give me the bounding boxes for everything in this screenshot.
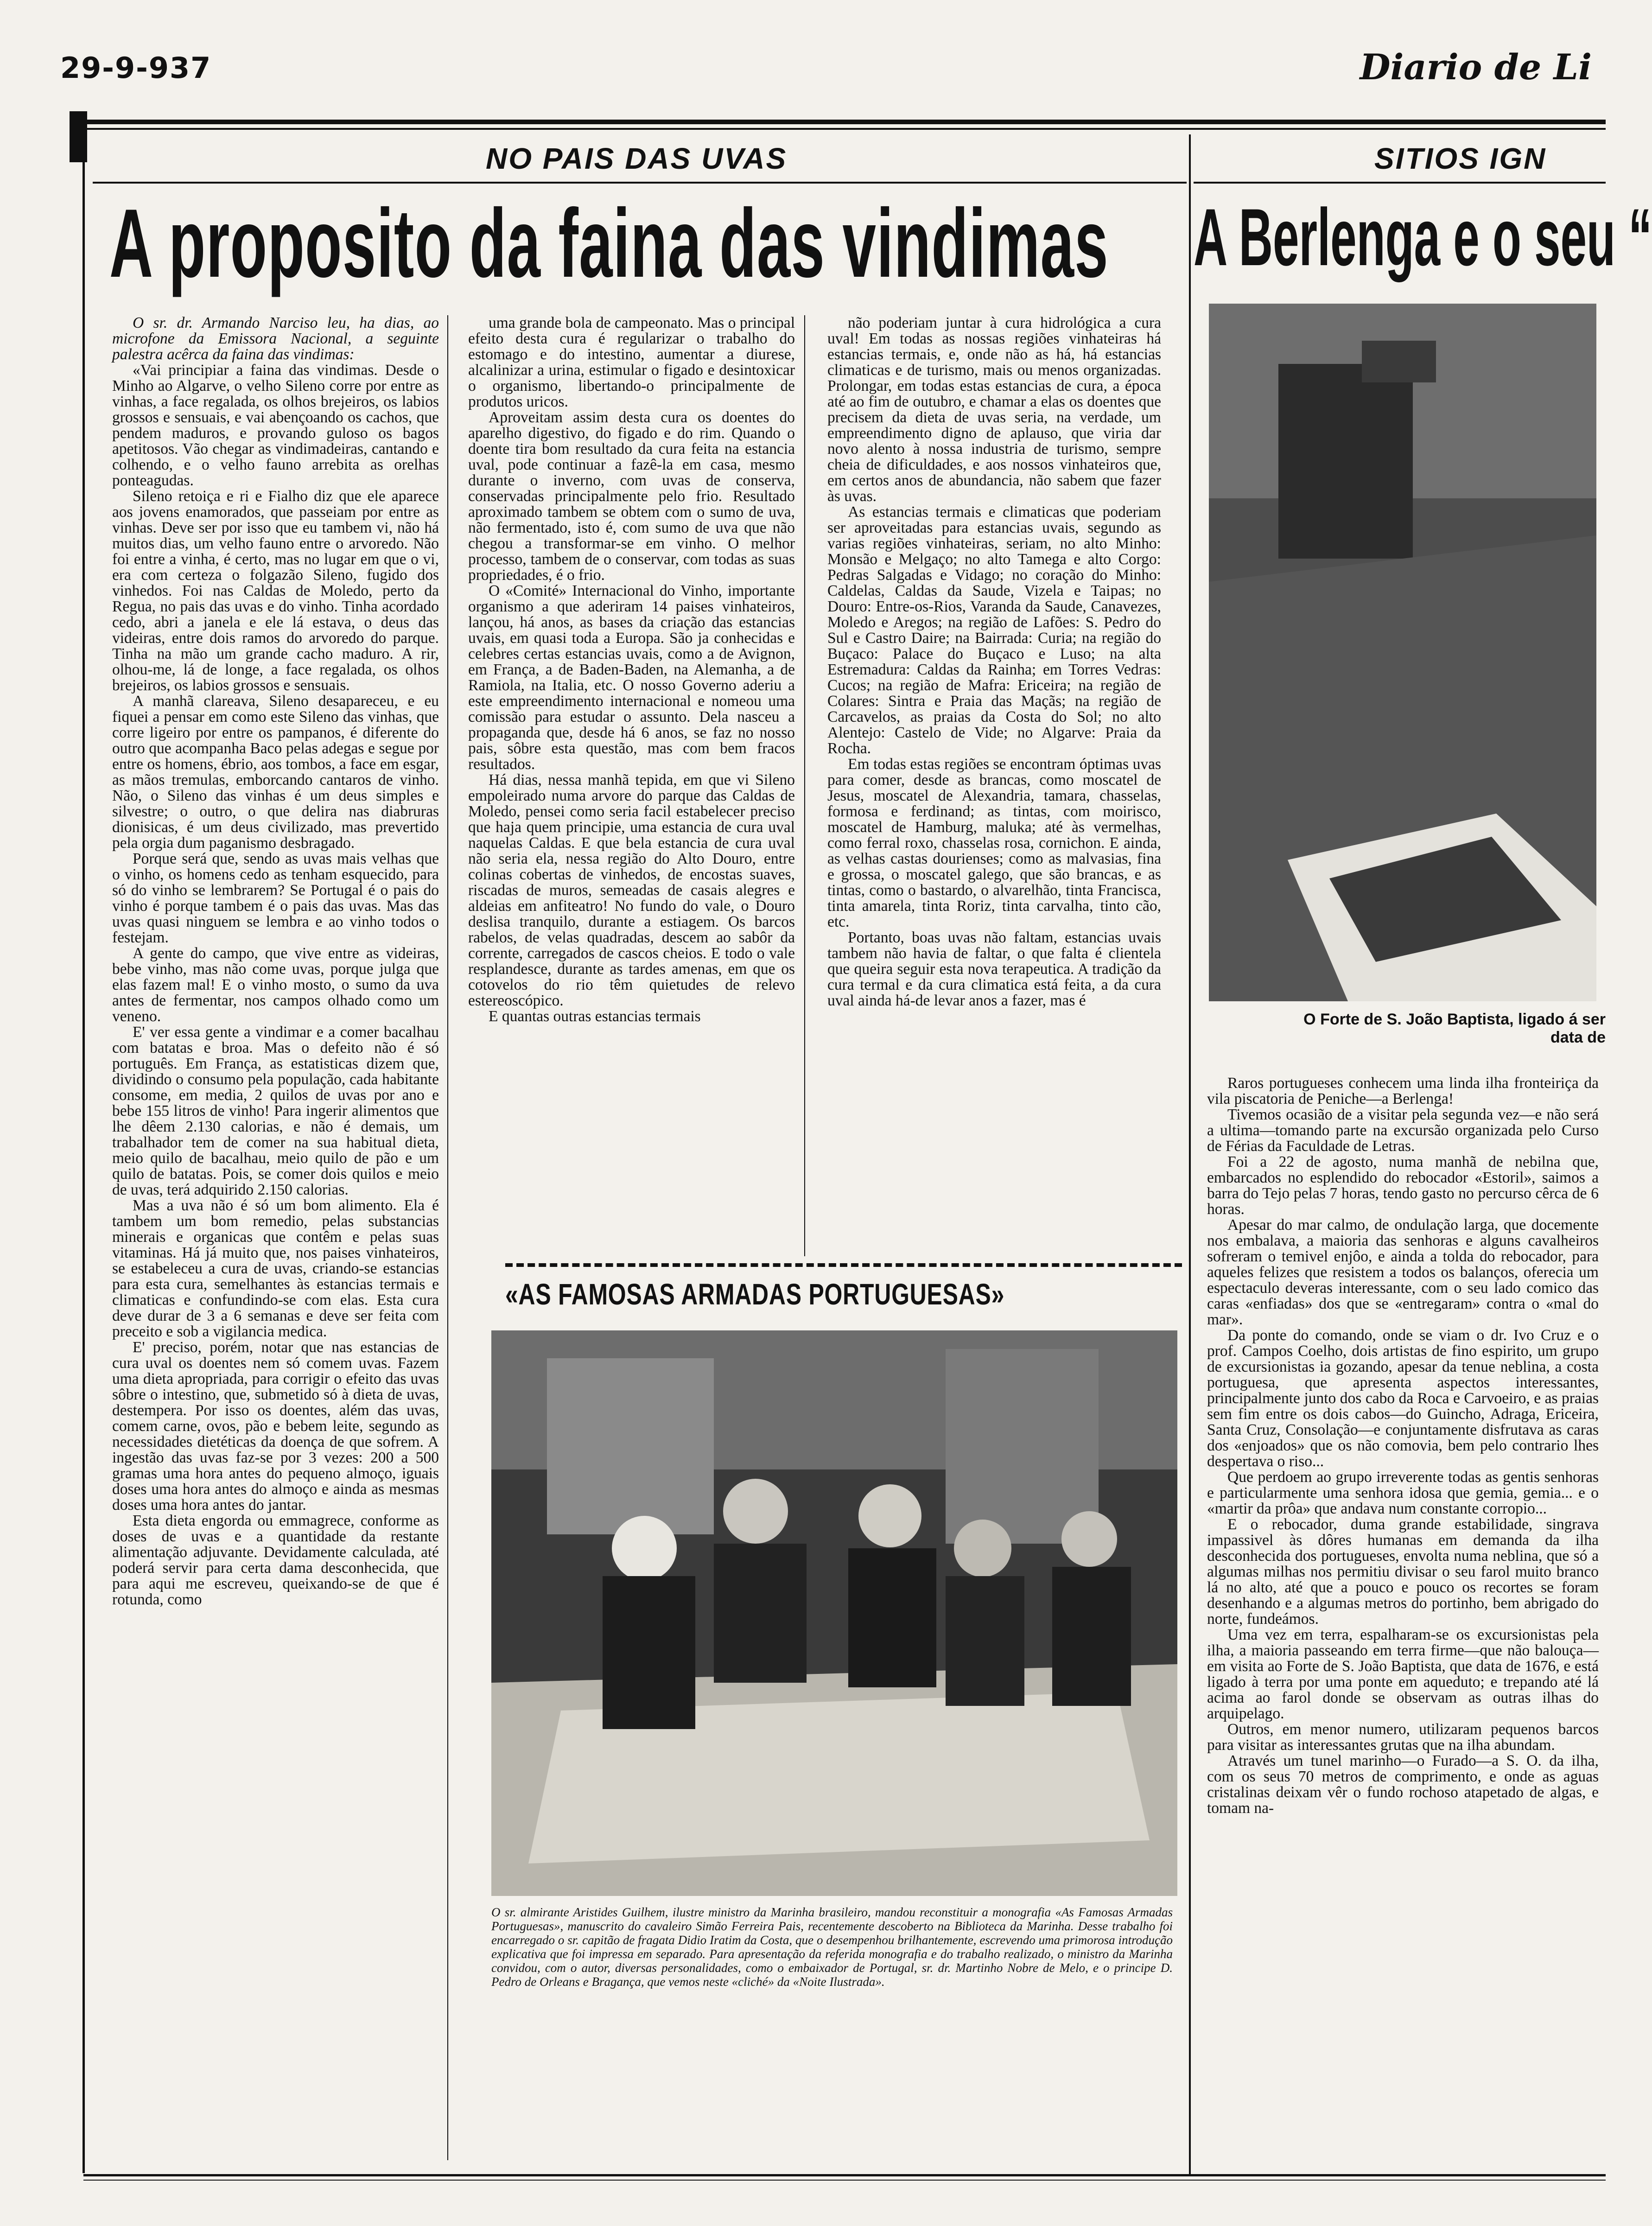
left-kicker-rule: [93, 182, 1187, 184]
berlenga-article: [1207, 1075, 1599, 2160]
paragraph: Portanto, boas uvas não faltam, estancias uvais tambem não havia de faltar, o que falta é clientela que queira seguir esta nova terapeutica. A tradição da cura termal e da cura climatica está feita, a da cura uval ainda há-de levar anos a fazer, mas é: [827, 929, 1161, 1009]
paragraph: Foi a 22 de agosto, numa manhã de nebilna que, embarcados no esplendido do rebocador «Estoril», saimos a barra do Tejo pelas 7 horas, tendo gasto no percurso cêrca de 6 horas.: [1207, 1153, 1599, 1218]
armadas-title: «AS FAMOSAS ARMADAS PORTUGUESAS»: [505, 1278, 1005, 1311]
article-intro: O sr. dr. Armando Narciso leu, ha dias, ao microfone da Emissora Nacional, a seguinte palestra acêrca da faina das vindimas:: [112, 314, 439, 363]
paragraph: Porque será que, sendo as uvas mais velhas que o vinho, os homens cedo as tenham esquecido, para só do vinho se lembrarem? Se Portugal é o pais do vinho é porque tambem é o pais das uvas. Mas das uvas quasi ninguem se lembra e ao vinho todos o festejam.: [112, 850, 439, 946]
newspaper-name: Diario de Li: [1360, 46, 1592, 88]
paragraph: não poderiam juntar à cura hidrológica a cura uval! Em todas as nossas regiões vinhateiras há estancias termais, e, onde não as há, há estancias climaticas e de turismo, mais ou menos organizadas. Prolongar, em todas estas estancias de cura, a época até ao fim de outubro, e chamar a elas os doentes que precisem da dieta de uvas seria, na verdade, um empreendimento digno de aplauso, que viria dar novo alento à nossa industria de turismo, sempre cheia de dificuldades, e aos nossos vinhateiros que, em certos anos de abundancia, não sabem que fazer às uvas.: [827, 314, 1161, 505]
paragraph: As estancias termais e climaticas que poderiam ser aproveitadas para estancias uvais, segundo as varias regiões vinhateiras, seriam, no alto Minho: Monsão e Melgaço; no alto Tamega e alto Corgo: Pedras Salgadas e Vidago; no coração do Minho: Caldelas, Caldas da Saude, Vizela e Taipas; no Douro: Entre-os-Rios, Varanda da Saude, Canavezes, Moledo e Aregos; na região de Lafões: S. Pedro do Sul e Castro Daire; na Bairrada: Curia; na região do Buçaco: Palace do Buçaco e Luso; na alta Estremadura: Caldas da Rainha; em Torres Vedras: Cucos; na região de Mafra: Ericeira; na região de Colares: Sintra e Praia das Maçãs; na região de Carcavelos, as praias da Costa do Sol; no alto Alentejo: Castelo de Vide; no Algarve: Praia da Rocha.: [827, 503, 1161, 757]
armadas-photo: [491, 1330, 1177, 1896]
armadas-caption: O sr. almirante Aristides Guilhem, ilustre ministro da Marinha brasileiro, mandou reconstituir a monografia «As Famosas Armadas Portuguesas», manuscrito do cavaleiro Simão Ferreira Pais, recentemente descoberto na Biblioteca da Marinha. Desse trabalho foi encarregado o sr. capitão de fragata Didio Iratim da Costa, que o desempenhou brilhantemente, escrevendo uma primorosa introdução explicativa que foi impressa em separado. Para apresentação da referida monografia e do trabalho realizado, o ministro da Marinha convidou, com o autor, diversas personalidades, como o embaixador de Portugal, sr. dr. Martinho Nobre de Melo, e o principe D. Pedro de Orleans e Bragança, que vemos neste «cliché» da «Noite Ilustrada».: [491, 1905, 1173, 1989]
fort-photo-caption-line2: data de: [1550, 1029, 1606, 1046]
paragraph: uma grande bola de campeonato. Mas o principal efeito desta cura é regularizar o trabalho do estomago e do intestino, aumentar a diurese, alcalinizar a urina, estimular o figado e desintoxicar o organismo, libertando-o principalmente de produtos uricos.: [468, 314, 795, 410]
paragraph: E quantas outras estancias termais: [489, 1008, 701, 1025]
bottom-rule: [83, 2174, 1606, 2176]
bottom-rule-thin: [83, 2180, 1606, 2181]
top-rule-thin: [70, 128, 1606, 130]
paragraph: Que perdoem ao grupo irreverente todas as gentis senhoras e particularmente uma senhora idosa que gemia, gemia... e o «martir da prôa» que andava num constante corropio...: [1207, 1469, 1599, 1517]
left-kicker: NO PAIS DAS UVAS: [486, 142, 788, 175]
article-column-1: [112, 315, 439, 2169]
paragraph: «Vai principiar a faina das vindimas. Desde o Minho ao Algarve, o velho Sileno corre por entre as vinhas, a face regalada, os olhos brejeiros, os labios grossos e sensuais, e vai abençoando os cachos, que pendem maduros, e provando guloso os bagos apetitosos. Vão chegar as vindimadeiras, cantando e colhendo, e o velho fauno arrebita as orelhas ponteagudas.: [112, 362, 439, 489]
men-examining-manuscript-icon: [491, 1330, 1177, 1896]
top-rule: [70, 120, 1606, 124]
paragraph: Uma vez em terra, espalharam-se os excursionistas pela ilha, a maioria passeando em terra firme—que não balouça—em visita ao Forte de S. João Baptista, que data de 1676, e está ligado à terra por uma ponte em aqueduto; e trepando até lá acima ao farol donde se observam as outras ilhas do arquipelago.: [1207, 1626, 1599, 1722]
fort-photo-caption-line1: O Forte de S. João Baptista, ligado á ser: [1303, 1011, 1606, 1028]
fort-photo: [1209, 304, 1596, 1001]
paragraph: Aproveitam assim desta cura os doentes do aparelho digestivo, do figado e do rim. Quando o doente tira bom resultado da cura feita na estancia uval, pode continuar a fazê-la em casa, mesmo durante o inverno, com uvas de conserva, conservadas principalmente pelo frio. Resultado aproximado tambem se obtem com o sumo de uva, não fermentado, isto é, com sumo de uva que não chegou a transformar-se em vinho. O melhor processo, tambem de o conservar, com todas as suas propriedades, é o frio.: [468, 409, 795, 584]
left-border-rule: [83, 120, 85, 2173]
paragraph: Raros portugueses conhecem uma linda ilha fronteiriça da vila piscatoria de Peniche—a Berlenga!: [1207, 1075, 1599, 1107]
paragraph: O «Comité» Internacional do Vinho, importante organismo a que aderiram 14 paises vinhateiros, lançou, há anos, as bases da criação das estancias uvais, em quasi toda a Europa. São ja conhecidas e celebres certas estancias uvais, como a de Avignon, em França, a de Baden-Baden, na Alemanha, a de Ramiola, na Italia, etc. O nosso Governo aderiu a este empreendimento internacional e nomeou uma comissão para estudar o assunto. Dela nasceu a propaganda que, desde há 6 anos, se faz no nosso pais, sôbre esta questão, mas com bem fracos resultados.: [468, 582, 795, 773]
paragraph: Há dias, nessa manhã tepida, em que vi Sileno empoleirado numa arvore do parque das Caldas de Moledo, pensei como seria facil estabelecer preciso que haja quem principie, uma estancia de cura uval naquelas Caldas. E que bela estancia de cura uval não seria ela, nessa região do Alto Douro, entre colinas cobertas de vinhedos, de encostas suaves, riscadas de muros, semeadas de casais alegres e aldeias em anfiteatro! No fundo do vale, o Douro deslisa tranquilo, durante a estiagem. Os barcos rabelos, de velas quadradas, descem ao sabôr da corrente, carregados de cascos cheios. E todo o vale resplandesce, durante as tardes amenas, em que os cotovelos do rio têm quietudes de relevo estereoscópico.: [468, 771, 795, 1009]
paragraph: A gente do campo, que vive entre as videiras, bebe vinho, mas não come uvas, porque julga que elas fazem mal! E o vinho mosto, o sumo da uva antes de fermentar, nos campos olhado como um veneno.: [112, 945, 439, 1025]
paragraph: Através um tunel marinho—o Furado—a S. O. da ilha, com os seus 70 metros de comprimento, e onde as aguas cristalinas deixam vêr o fundo rochoso atapetado de algas, e tomam na-: [1207, 1752, 1599, 1817]
column-rule: [804, 315, 805, 1256]
paragraph: Apesar do mar calmo, de ondulação larga, que docemente nos embalava, a maioria das senhoras e alguns cavalheiros sofreram o temivel enjôo, e ainda a tolda do rebocador, para aqueles felizes que resistem a todos os balanços, oferecia um espectaculo deveras interessante, com o seu lado comico das caras «enfiadas» dos que se «entregaram» contra o «mal do mar».: [1207, 1216, 1599, 1328]
article-column-2: [468, 315, 795, 1256]
paragraph: Da ponte do comando, onde se viam o dr. Ivo Cruz e o prof. Campos Coelho, dois artistas de fino espirito, um grupo de excursionistas ia gozando, apesar da tenue neblina, a costa portuguesa, que apresenta aspectos interessantes, principalmente junto dos cabo da Roca e Carvoeiro, e as praias sem fim entre os dois cabos—do Guincho, Adraga, Ericeira, Santa Cruz, Consolação—e conjuntamente disfrutava as caras dos «enjoados» que os não comovia, bem pelo contrario lhes despertava o riso...: [1207, 1327, 1599, 1470]
fort-photo-caption: [1196, 1011, 1606, 1047]
right-headline: A Berlenga e o seu “: [1194, 192, 1652, 283]
column-rule: [447, 315, 448, 2160]
article-column-3: [827, 315, 1161, 1256]
fort-sea-photo-icon: [1209, 304, 1596, 1001]
paragraph: A manhã clareava, Sileno desapareceu, e eu fiquei a pensar em como este Sileno das vinhas, que corre ligeiro por entre os pampanos, é diferente do outro que acompanha Baco pelas adegas e segue por entre os homens, ébrio, aos tombos, a face em esgar, as mãos tremulas, emborcando cantaros de vinho. Não, o Sileno das vinhas é um deus simples e silvestre; o outro, o que delira nas diabruras dionisicas, é um deus civilizado, mas prevertido pela orgia dum paganismo desbragado.: [112, 693, 439, 852]
section-divider: [1189, 134, 1191, 2174]
paragraph: Outros, em menor numero, utilizaram pequenos barcos para visitar as interessantes grutas que na ilha abundam.: [1207, 1721, 1599, 1754]
paragraph: Sileno retoiça e ri e Fialho diz que ele aparece aos jovens enamorados, que passeiam por entre as vinhas. Deve ser por isso que eu tambem vi, não há muitos dias, um velho fauno entre o arvoredo. Não foi entre a vinha, é certo, mas no lugar em que o vi, era com certeza o folgazão Sileno, fugido dos vinhedos. Foi nas Caldas de Moledo, perto da Regua, no pais das uvas e do vinho. Tinha acordado cedo, abri a janela e ele lá estava, o deus das videiras, entre dois ramos do arvoredo do parque. Tinha na mão um grande cacho maduro. A rir, olhou-me, lá de longe, a face regalada, os olhos brejeiros, os labios grossos e sensuais.: [112, 488, 439, 694]
paragraph: Tivemos ocasião de a visitar pela segunda vez—e não será a ultima—tomando parte na excursão organizada pelo Curso de Férias da Faculdade de Letras.: [1207, 1106, 1599, 1155]
main-headline: A proposito da faina das vindimas: [109, 189, 1109, 298]
armadas-top-rule: [505, 1263, 1182, 1267]
right-kicker: SITIOS IGN: [1374, 142, 1547, 175]
paragraph: E' ver essa gente a vindimar e a comer bacalhau com batatas e broa. Mas o defeito não é só português. Em França, as estatisticas dizem que, dividindo o consumo pela população, cada habitante consome, em media, 2 quilos de uvas por ano e bebe 155 litros de vinho! Para ingerir alimentos que lhe dêem 2.130 calorias, e não é demais, um trabalhador tem de comer na sua habitual dieta, meio quilo de bacalhau, meio quilo de pão e um quilo de batatas. Pois, se comer dois quilos e meio de uvas, terá adquirido 2.150 calorias.: [112, 1024, 439, 1198]
right-kicker-rule: [1194, 182, 1606, 184]
paragraph: Mas a uva não é só um bom alimento. Ela é tambem um bom remedio, pelas substancias minerais e organicas que contêm e pelas suas vitaminas. Há já muito que, nos paises vinhateiros, se estabeleceu a cura de uvas, criando-se estancias para esta cura, semelhantes às estancias termais e climaticas e confundindo-se com elas. Esta cura deve durar de 3 a 6 semanas e deve ser feita com preceito e sob a vigilancia medica.: [112, 1197, 439, 1340]
paragraph: E' preciso, porém, notar que nas estancias de cura uval os doentes nem só comem uvas. Fazem uma dieta apropriada, para corrigir o efeito das uvas sôbre o intestino, que, submetido só à dieta de uvas, destempera. Por isso os doentes, além das uvas, comem carne, ovos, pão e bebem leite, segundo as necessidades dietéticas da doença de que sofrem. A ingestão das uvas faz-se por 3 vezes: 200 a 500 gramas uma hora antes do pequeno almoço, iguais doses uma hora antes do almoço e ainda as mesmas doses uma hora antes do jantar.: [112, 1339, 439, 1514]
issue-date: 29-9-937: [60, 51, 212, 85]
paragraph: E o rebocador, duma grande estabilidade, singrava impassivel às dôres humanas em demanda da ilha desconhecida dos portugueses, envolta numa neblina, que só a algumas milhas nos permitiu divisar o seu farol muito branco lá no alto, até que a pouco e pouco os recortes se foram desenhando e a algumas metros do portinho, bem abrigado do norte, fundeámos.: [1207, 1516, 1599, 1628]
paragraph: Esta dieta engorda ou emmagrece, conforme as doses de uvas e a quantidade da restante alimentação adjuvante. Devidamente calculada, até poderá servir para certa dama desconhecida, que para aqui me escreveu, queixando-se de que é rotunda, como: [112, 1512, 439, 1608]
paragraph: Em todas estas regiões se encontram óptimas uvas para comer, desde as brancas, como moscatel de Jesus, moscatel de Alexandria, tamara, chasselas, formosa e ferdinand; as tintas, com moirisco, moscatel de Hamburg, maluka; até às vermelhas, como ferral roxo, chasselas rosa, cornichon. E ainda, as velhas castas dourienses; como as malvasias, fina e grossa, o moscatel galego, que são brancas, e as tintas, como o bastardo, o alvarelhão, tinta Francisca, tinta amarela, tinta Roriz, tinta carvalha, tinto cão, etc.: [827, 756, 1161, 930]
